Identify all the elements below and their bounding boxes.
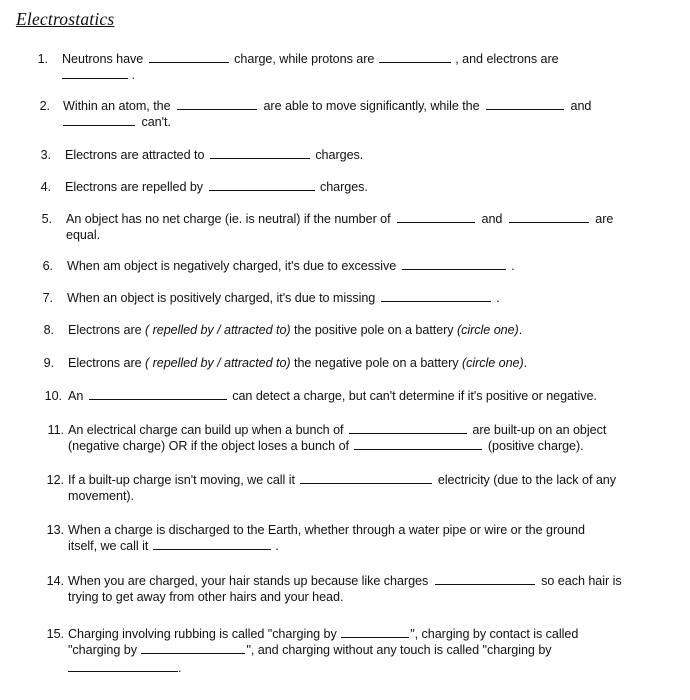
answer-blank[interactable] — [68, 660, 178, 672]
answer-blank[interactable] — [300, 472, 432, 484]
question-12 — [0, 472, 690, 508]
question-number: 9. — [43, 356, 54, 370]
question-number: 13. — [46, 523, 64, 537]
worksheet-title: Electrostatics — [16, 9, 115, 29]
question-text: An electrical charge can build up when a bunch of — [68, 423, 344, 437]
answer-blank[interactable] — [509, 211, 589, 223]
question-2 — [0, 98, 690, 134]
question-13 — [0, 522, 690, 558]
answer-blank[interactable] — [153, 538, 271, 550]
answer-blank[interactable] — [89, 388, 227, 400]
answer-blank[interactable] — [402, 258, 506, 270]
question-10 — [0, 388, 690, 406]
question-text: Electrons are — [68, 323, 142, 337]
question-text: Electrons are repelled by — [65, 180, 204, 194]
question-text: trying to get away from other hairs and your head. — [68, 590, 344, 604]
answer-blank[interactable] — [381, 290, 491, 302]
answer-blank[interactable] — [379, 51, 451, 63]
question-text: Charging involving rubbing is called "charging by — [68, 627, 337, 641]
question-11 — [0, 422, 690, 458]
question-number: 14. — [46, 574, 64, 588]
question-text: charge, while protons are — [234, 52, 375, 66]
question-text: , and electrons are — [455, 52, 559, 66]
question-text: (negative charge) OR if the object loses a bunch of — [68, 439, 349, 453]
question-text: and — [570, 99, 592, 113]
question-7 — [0, 290, 690, 308]
question-text: . — [131, 68, 135, 82]
question-14 — [0, 573, 690, 609]
answer-blank[interactable] — [62, 67, 128, 79]
question-6 — [0, 258, 690, 276]
question-text: . — [178, 661, 182, 675]
question-number: 10. — [44, 389, 62, 403]
question-15 — [0, 626, 690, 680]
question-text: can't. — [141, 115, 171, 129]
question-text: An — [68, 389, 84, 403]
question-text: (positive charge). — [487, 439, 584, 453]
question-text: movement). — [68, 489, 134, 503]
question-text: An object has no net charge (ie. is neutral) if the number of — [66, 212, 391, 226]
instruction-note: (circle one) — [457, 323, 519, 337]
answer-blank[interactable] — [486, 98, 564, 110]
question-text: are built-up on an object — [472, 423, 607, 437]
question-5 — [0, 211, 690, 247]
question-text: . — [511, 259, 515, 273]
question-3 — [0, 147, 690, 165]
question-text: When an object is positively charged, it's due to missing — [67, 291, 376, 305]
question-text: are — [595, 212, 614, 226]
question-text: ", charging by contact is called — [410, 627, 579, 641]
question-text: . — [275, 539, 279, 553]
answer-blank[interactable] — [209, 179, 315, 191]
question-4 — [0, 179, 690, 197]
question-text: . — [496, 291, 500, 305]
question-number: 6. — [42, 259, 53, 273]
question-9 — [0, 355, 690, 373]
answer-blank[interactable] — [141, 642, 245, 654]
instruction-note: (circle one) — [461, 356, 524, 370]
answer-blank[interactable] — [63, 114, 135, 126]
question-number: 12. — [46, 473, 64, 487]
question-number: 8. — [43, 323, 54, 337]
question-text: equal. — [66, 228, 101, 242]
answer-blank[interactable] — [177, 98, 257, 110]
question-text: Electrons are — [68, 356, 142, 370]
question-text: the negative pole on a battery — [294, 356, 459, 370]
question-number: 15. — [46, 627, 64, 641]
question-number: 5. — [41, 212, 52, 226]
answer-blank[interactable] — [435, 573, 535, 585]
question-text: charges. — [315, 148, 364, 162]
question-text: Neutrons have — [62, 52, 144, 66]
question-text: and — [481, 212, 503, 226]
question-number: 7. — [42, 291, 53, 305]
question-number: 1. — [37, 52, 48, 66]
question-text: ", and charging without any touch is called "charging by — [246, 643, 552, 657]
question-text: "charging by — [68, 643, 137, 657]
question-text: . — [518, 323, 523, 337]
question-text: . — [523, 356, 528, 370]
question-text: When a charge is discharged to the Earth, whether through a water pipe or wire or the ground — [68, 523, 585, 537]
answer-blank[interactable] — [349, 422, 467, 434]
question-text: so each hair is — [541, 574, 622, 588]
question-text: When am object is negatively charged, it's due to excessive — [67, 259, 397, 273]
question-text: If a built-up charge isn't moving, we call it — [68, 473, 295, 487]
question-text: Electrons are attracted to — [65, 148, 205, 162]
answer-blank[interactable] — [149, 51, 229, 63]
question-8 — [0, 322, 690, 340]
question-text: itself, we call it — [68, 539, 149, 553]
question-text: can detect a charge, but can't determine if it's positive or negative. — [232, 389, 597, 403]
answer-blank[interactable] — [354, 438, 482, 450]
question-text: charges. — [319, 180, 368, 194]
question-text: When you are charged, your hair stands up because like charges — [68, 574, 429, 588]
question-number: 2. — [39, 99, 50, 113]
answer-blank[interactable] — [210, 147, 310, 159]
question-text: are able to move significantly, while the — [263, 99, 480, 113]
answer-blank[interactable] — [397, 211, 475, 223]
answer-blank[interactable] — [341, 626, 409, 638]
question-number: 4. — [40, 180, 51, 194]
question-text: Within an atom, the — [63, 99, 171, 113]
choice-options[interactable]: ( repelled by / attracted to) — [145, 323, 291, 337]
question-number: 11. — [47, 423, 64, 437]
question-1 — [0, 51, 690, 87]
choice-options[interactable]: ( repelled by / attracted to) — [145, 356, 291, 370]
question-text: electricity (due to the lack of any — [437, 473, 617, 487]
question-number: 3. — [40, 148, 51, 162]
question-text: the positive pole on a battery — [294, 323, 454, 337]
